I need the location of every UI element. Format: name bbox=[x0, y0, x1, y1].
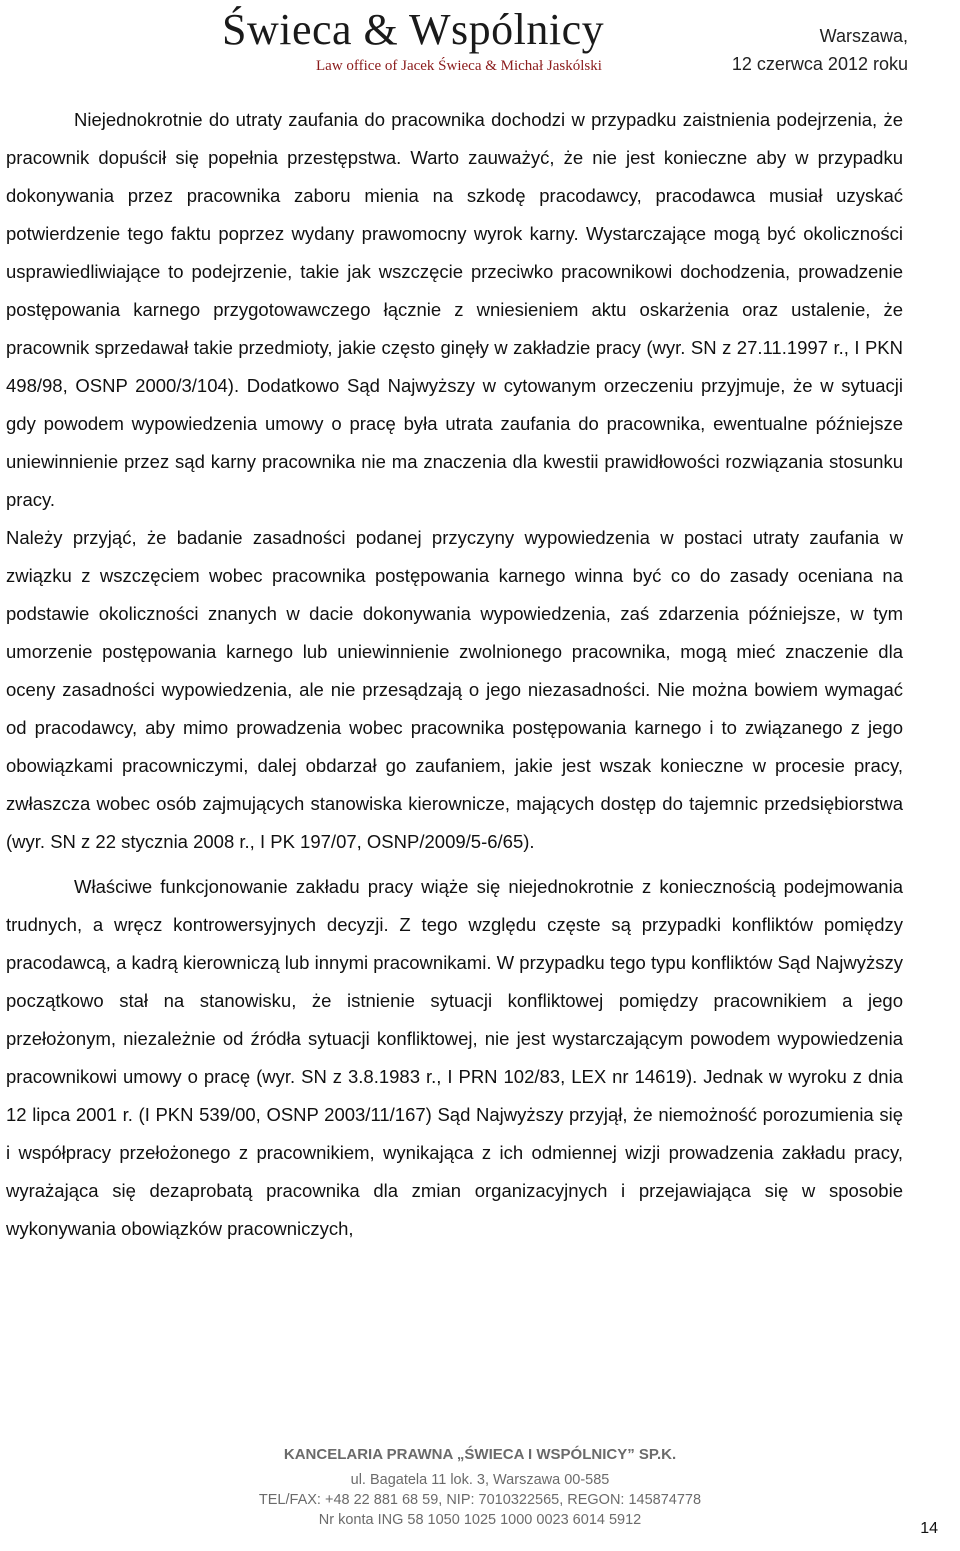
paragraph: Niejednokrotnie do utraty zaufania do pracownika dochodzi w przypadku zaistnienia podejrzenia, że pracownik dopuścił się popełnia przestępstwa. Warto zauważyć, że nie jest konieczne aby w przypadku dokonywania przez pracownika zaboru mienia na szkodę pracodawcy, pracodawca musiał uzyskać potwierdzenie tego faktu poprzez wydany prawomocny wyrok karny. Wystarczające mogą być okoliczności usprawiedliwiające to podejrzenie, takie jak wszczęcie przeciwko pracownikowi dochodzenia, prowadzenie postępowania karnego przygotowawczego łącznie z wniesieniem aktu oskarżenia oraz ustalenie, że pracownik sprzedawał takie przedmioty, jakie często ginęły w zakładzie pracy (wyr. SN z 27.11.1997 r., I PKN 498/98, OSNP 2000/3/104). Dodatkowo Sąd Najwyższy w cytowanym orzeczeniu przyjmuje, że w sytuacji gdy powodem wypowiedzenia umowy o pracę była utrata zaufania do pracownika, ewentualne późniejsze uniewinnienie przez sąd karny pracownika nie ma znaczenia dla kwestii prawidłowości rozwiązania stosunku pracy. bbox=[6, 109, 903, 510]
footer-contact: TEL/FAX: +48 22 881 68 59, NIP: 7010322565, REGON: 145874778 bbox=[258, 1492, 702, 1508]
document-body bbox=[6, 101, 903, 1248]
date: 12 czerwca 2012 roku bbox=[731, 54, 908, 74]
page-header bbox=[0, 0, 960, 82]
page-number: 14 bbox=[920, 1520, 938, 1537]
logo-wordmark: Świeca & Wspólnicy bbox=[222, 5, 605, 54]
firm-logo bbox=[222, 2, 700, 78]
page-footer bbox=[0, 1440, 960, 1530]
paragraph: Należy przyjąć, że badanie zasadności podanej przyczyny wypowiedzenia w postaci utraty zaufania w związku z wszczęciem wobec pracownika postępowania karnego winna być co do zasady oceniana na podstawie okoliczności znanych w dacie dokonywania wypowiedzenia, zaś zdarzenia późniejsze, w tym umorzenie postępowania karnego lub uniewinnienie zwolnionego pracownika, mogą mieć znaczenie dla oceny zasadności wypowiedzenia, ale nie przesądzają o jego niezasadności. Nie można bowiem wymagać od pracodawcy, aby mimo prowadzenia wobec pracownika postępowania karnego i to związanego z jego obowiązkami pracowniczymi, dalej obdarzał go zaufaniem, jakie jest wszak konieczne w procesie pracy, zwłaszcza wobec osób zajmujących stanowiska kierownicze, mających dostęp do tajemnic przedsiębiorstwa (wyr. SN z 22 stycznia 2008 r., I PK 197/07, OSNP/2009/5-6/65). bbox=[6, 527, 903, 852]
logo-subtitle: Law office of Jacek Świeca & Michał Jaskólski bbox=[316, 58, 602, 74]
place: Warszawa, bbox=[819, 26, 908, 46]
footer-address: ul. Bagatela 11 lok. 3, Warszawa 00-585 bbox=[350, 1472, 610, 1488]
footer-bank-account: Nr konta ING 58 1050 1025 1000 0023 6014 5912 bbox=[318, 1512, 642, 1528]
paragraph: Właściwe funkcjonowanie zakładu pracy wiąże się niejednokrotnie z koniecznością podejmowania trudnych, a wręcz kontrowersyjnych decyzji. Z tego względu częste są przypadki konfliktów pomiędzy pracodawcą, a kadrą kierowniczą lub innymi pracownikami. W przypadku tego typu konfliktów Sąd Najwyższy początkowo stał na stanowisku, że istnienie sytuacji konfliktowej pomiędzy pracownikiem a jego przełożonym, niezależnie od źródła sytuacji konfliktowej, nie jest wystarczającym powodem wypowiedzenia pracownikowi umowy o pracę (wyr. SN z 3.8.1983 r., I PRN 102/83, LEX nr 14619). Jednak w wyroku z dnia 12 lipca 2001 r. (I PKN 539/00, OSNP 2003/11/167) Sąd Najwyższy przyjął, że niemożność porozumienia się i współpracy przełożonego z pracownikiem, wynikająca z ich odmiennej wizji prowadzenia zakładu pracy, wyrażająca się dezaprobatą pracownika dla zmian organizacyjnych i przejawiająca się w sposobie wykonywania obowiązków pracowniczych, bbox=[6, 876, 903, 1239]
footer-firm-name: KANCELARIA PRAWNA „ŚWIECA I WSPÓLNICY” SP.K. bbox=[283, 1446, 677, 1463]
place-date bbox=[732, 22, 908, 78]
